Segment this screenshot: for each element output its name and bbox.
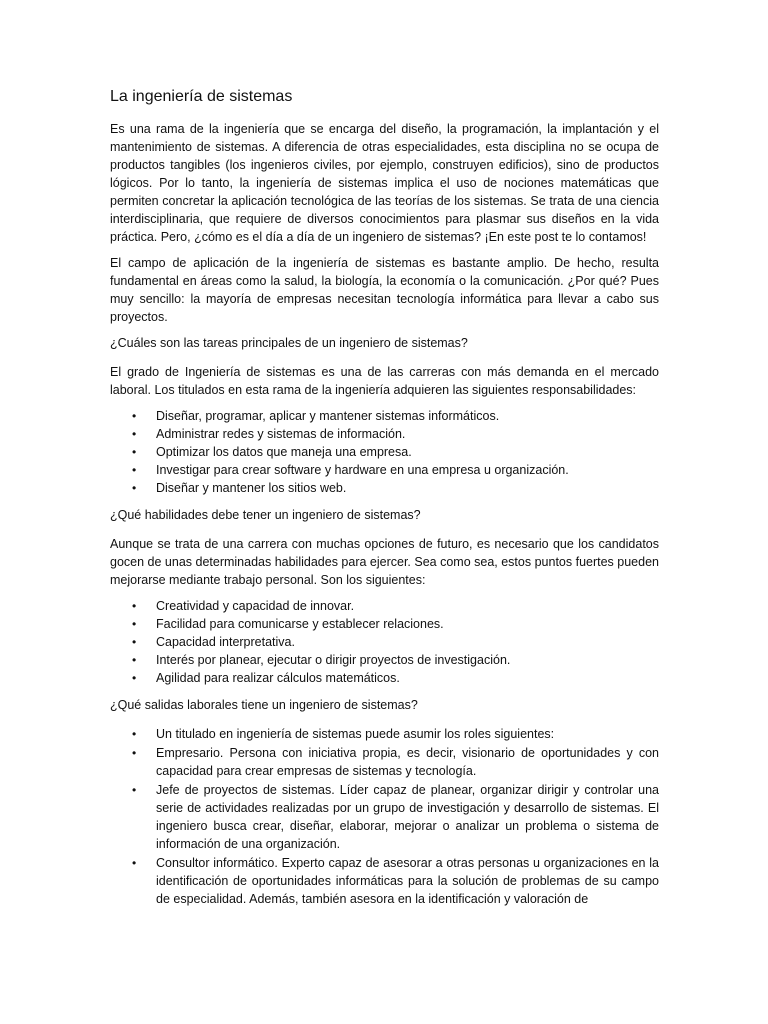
bullet-icon: • xyxy=(132,481,137,495)
list-item: • Diseñar y mantener los sitios web. xyxy=(132,481,347,495)
bullet-icon: • xyxy=(132,671,137,685)
paragraph-skills-intro: Aunque se trata de una carrera con muchas opciones de futuro, es necesario que los candidatos gocen de unas determinadas habilidades para ejercer. Sea como sea, estos puntos fuertes pueden mejorarse mediante trabajo personal. Son los siguientes: xyxy=(110,537,659,587)
bullet-icon: • xyxy=(132,635,137,649)
list-item: • Creatividad y capacidad de innovar. xyxy=(132,599,355,613)
list-skills xyxy=(110,597,659,687)
paragraph-field: El campo de aplicación de la ingeniería de sistemas es bastante amplio. De hecho, resulta fundamental en áreas como la salud, la biología, la economía o la comunicación. ¿Por qué? Pues muy sencillo: la mayoría de empresas necesitan tecnología informática para llevar a cabo sus proyectos. xyxy=(110,256,659,324)
list-item: • Consultor informático. Experto capaz de asesorar a otras personas u organizaciones en la identificación de oportunidades informáticas para la solución de problemas de su campo de especialidad. Además, también asesora en la identificación y valoración de xyxy=(132,856,659,906)
paragraph-intro: Es una rama de la ingeniería que se encarga del diseño, la programación, la implantación y el mantenimiento de sistemas. A diferencia de otras especialidades, esta disciplina no se ocupa de productos tangibles (los ingenieros civiles, por ejemplo, construyen edificios), sino de productos lógicos. Por lo tanto, la ingeniería de sistemas implica el uso de nociones matemáticas que permiten concretar la aplicación tecnológica de las teorías de los sistemas. Se trata de una ciencia interdisciplinaria, que requiere de diversos conocimientos para plasmar sus diseños en la vida práctica. Pero, ¿cómo es el día a día de un ingeniero de sistemas? ¡En este post te lo contamos! xyxy=(110,122,659,244)
list-roles xyxy=(110,725,659,908)
heading-roles: ¿Qué salidas laborales tiene un ingeniero de sistemas? xyxy=(110,698,418,712)
list-tasks xyxy=(110,407,659,497)
heading-tasks: ¿Cuáles son las tareas principales de un ingeniero de sistemas? xyxy=(110,336,468,350)
list-item: • Interés por planear, ejecutar o dirigir proyectos de investigación. xyxy=(132,653,511,667)
list-item: • Administrar redes y sistemas de información. xyxy=(132,427,406,441)
bullet-icon: • xyxy=(132,463,137,477)
list-item: • Empresario. Persona con iniciativa propia, es decir, visionario de oportunidades y con capacidad para crear empresas de sistemas y tecnología. xyxy=(132,746,659,778)
list-item: • Optimizar los datos que maneja una empresa. xyxy=(132,445,412,459)
bullet-icon: • xyxy=(132,599,137,613)
list-item: • Capacidad interpretativa. xyxy=(132,635,295,649)
list-item: • Facilidad para comunicarse y establecer relaciones. xyxy=(132,617,444,631)
list-item: • Un titulado en ingeniería de sistemas puede asumir los roles siguientes: xyxy=(132,727,555,741)
bullet-icon: • xyxy=(132,427,137,441)
bullet-icon: • xyxy=(132,409,137,423)
bullet-icon: • xyxy=(132,727,137,741)
bullet-icon: • xyxy=(132,445,137,459)
bullet-icon: • xyxy=(132,653,137,667)
list-item: • Investigar para crear software y hardware en una empresa u organización. xyxy=(132,463,569,477)
bullet-icon: • xyxy=(132,783,137,797)
bullet-icon: • xyxy=(132,617,137,631)
list-item: • Jefe de proyectos de sistemas. Líder capaz de planear, organizar dirigir y controlar una serie de actividades realizadas por un grupo de investigación y desarrollo de sistemas. El ingeniero busca crear, diseñar, elaborar, mejorar o analizar un problema o sistema de información de una organización. xyxy=(132,783,659,851)
bullet-icon: • xyxy=(132,746,137,760)
bullet-icon: • xyxy=(132,856,137,870)
list-item: • Agilidad para realizar cálculos matemáticos. xyxy=(132,671,400,685)
heading-skills: ¿Qué habilidades debe tener un ingeniero de sistemas? xyxy=(110,508,421,522)
page-title: La ingeniería de sistemas xyxy=(110,88,293,105)
paragraph-tasks-intro: El grado de Ingeniería de sistemas es una de las carreras con más demanda en el mercado laboral. Los titulados en esta rama de la ingeniería adquieren las siguientes responsabilidades: xyxy=(110,365,659,397)
list-item: • Diseñar, programar, aplicar y mantener sistemas informáticos. xyxy=(132,409,500,423)
